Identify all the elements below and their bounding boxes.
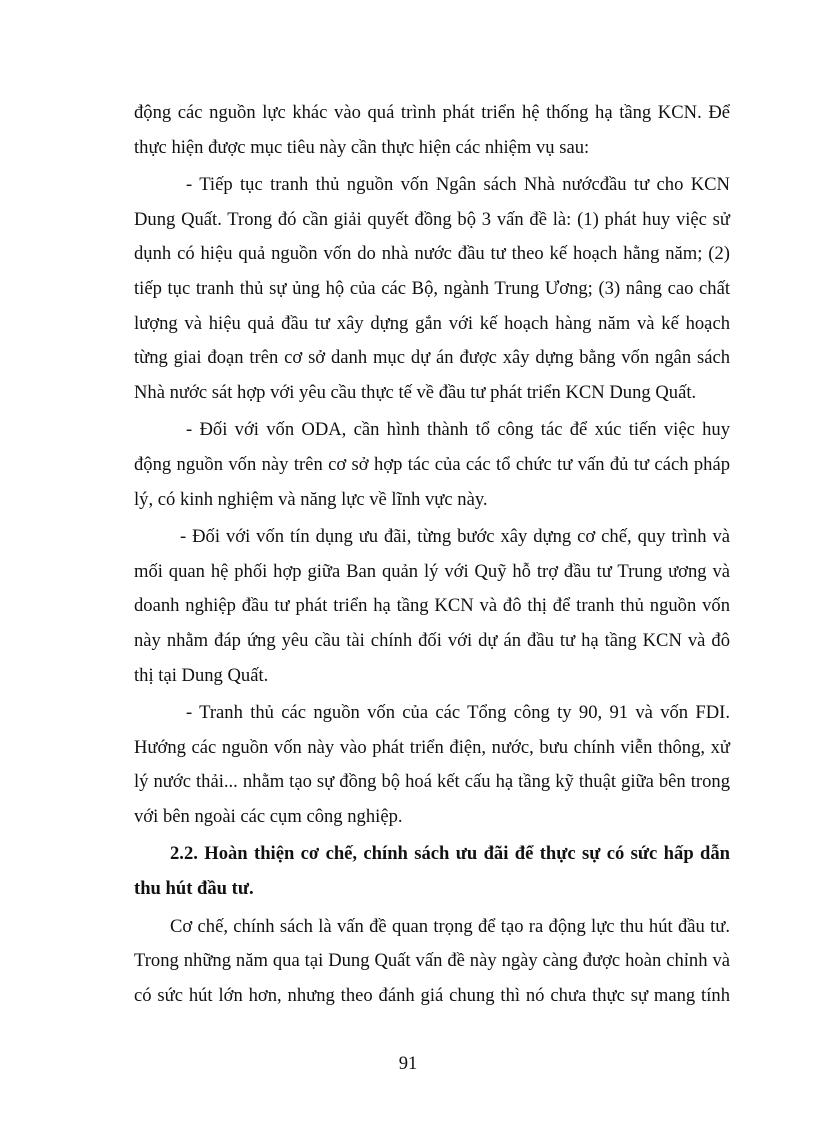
text-line: thu hút đầu tư. [134,878,254,900]
text-line: Nhà nước sát hợp với yêu cầu thực tế về đầu tư phát triển KCN Dung Quất. [134,381,697,403]
paragraph [134,910,730,1014]
text-line: động các nguồn lực khác vào quá trình phát triển hệ thống hạ tầng KCN. Để [134,102,730,123]
text-line: lượng và hiệu quả đầu tư xây dựng gắn với kế hoạch hàng năm và kế hoạch [134,312,730,334]
section-heading [134,837,730,906]
text-line: 2.2. Hoàn thiện cơ chế, chính sách ưu đãi để thực sự có sức hấp dẫn [170,843,730,865]
text-line: mối quan hệ phối hợp giữa Ban quản lý với Quỹ hỗ trợ đầu tư Trung ương và [134,560,730,582]
page-number: 91 [398,1053,418,1074]
text-line: thị tại Dung Quất. [134,664,269,686]
text-line: thực hiện được mục tiêu này cần thực hiện các nhiệm vụ sau: [134,136,590,158]
text-line: Dung Quất. Trong đó cần giải quyết đồng bộ 3 vấn đề là: (1) phát huy việc sử [134,208,730,230]
paragraph [134,413,730,517]
text-line: lý, có kinh nghiệm và năng lực về lĩnh vực này. [134,488,488,510]
text-line: lý nước thải... nhằm tạo sự đồng bộ hoá kết cấu hạ tầng kỹ thuật giữa bên trong [134,771,730,793]
text-line: Trong những năm qua tại Dung Quất vấn đề này ngày càng được hoàn chỉnh và [134,950,730,972]
text-line: doanh nghiệp đầu tư phát triển hạ tầng KCN và đô thị để tranh thủ nguồn vốn [134,595,730,617]
text-line: với bên ngoài các cụm công nghiệp. [134,805,403,827]
text-line: - Đối với vốn tín dụng ưu đãi, từng bước xây dựng cơ chế, quy trình và [180,526,730,548]
paragraph [134,520,730,693]
text-line: Hướng các nguồn vốn này vào phát triển điện, nước, bưu chính viễn thông, xử [134,736,730,758]
document-body [134,96,730,1013]
text-line: Cơ chế, chính sách là vấn đề quan trọng để tạo ra động lực thu hút đầu tư. [170,915,730,937]
text-line: có sức hút lớn hơn, nhưng theo đánh giá chung thì nó chưa thực sự mang tính [134,984,730,1006]
text-line: từng giai đoạn trên cơ sở danh mục dự án được xây dựng bằng vốn ngân sách [134,347,730,369]
text-line: tiếp tục tranh thủ sự ủng hộ của các Bộ, ngành Trung Ương; (3) nâng cao chất [134,277,730,299]
text-line: - Đối với vốn ODA, cần hình thành tổ công tác để xúc tiến việc huy [186,419,730,441]
paragraph [134,168,730,410]
text-line: - Tranh thủ các nguồn vốn của các Tổng công ty 90, 91 và vốn FDI. [186,702,730,724]
text-line: này nhằm đáp ứng yêu cầu tài chính đối với dự án đầu tư hạ tầng KCN và đô [134,629,730,651]
text-line: dụnh có hiệu quả nguồn vốn do nhà nước đầu tư theo kế hoạch hằng năm; (2) [134,243,730,265]
paragraph [134,696,730,834]
text-line: - Tiếp tục tranh thủ nguồn vốn Ngân sách Nhà nướcđầu tư cho KCN [186,174,730,196]
paragraph [134,96,730,165]
text-line: động nguồn vốn này trên cơ sở hợp tác của các tổ chức tư vấn đủ tư cách pháp [134,453,730,475]
